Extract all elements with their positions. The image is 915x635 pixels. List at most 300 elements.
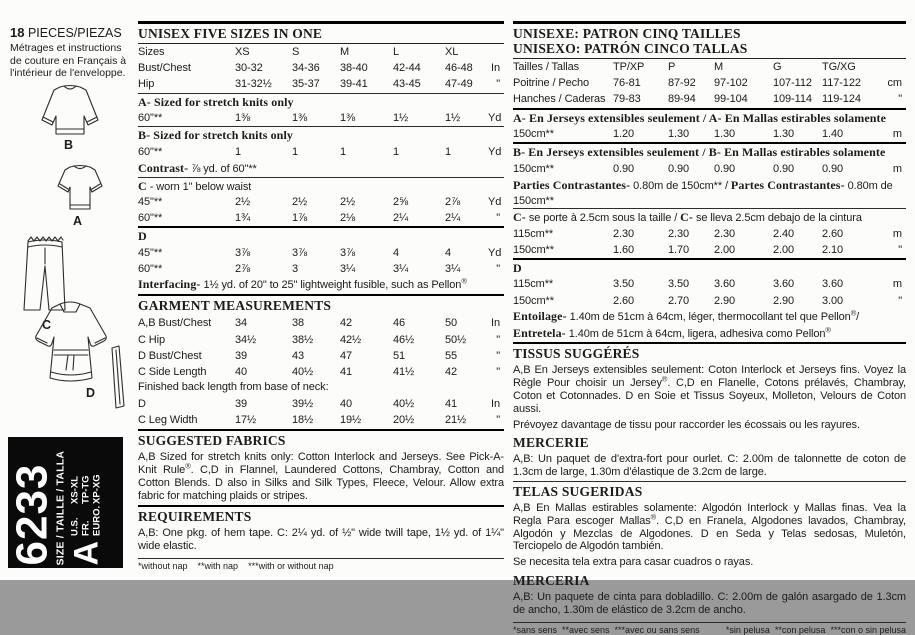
row-unit: In <box>491 398 500 411</box>
english-yardage-column <box>138 21 504 571</box>
row-value: 50½ <box>445 333 467 346</box>
paragraph <box>138 526 504 555</box>
text-segment: 0.80m de 150cm** <box>513 180 893 207</box>
row-value: 2½ <box>340 196 356 209</box>
row-label: 150cm** <box>513 243 554 256</box>
row-value: 0.90 <box>613 162 635 175</box>
footnote-row <box>138 558 504 571</box>
row-value: 41 <box>445 398 458 411</box>
row-value: 2⅛ <box>340 212 356 225</box>
paragraph <box>138 380 504 396</box>
table-row <box>138 332 504 348</box>
registered-mark: ® <box>850 308 857 318</box>
text-segment: A- Sized for stretch knits only <box>138 94 294 109</box>
table-row <box>138 60 504 76</box>
table-row <box>513 75 906 91</box>
size-code-region: FR. <box>80 520 91 536</box>
row-value: 2.00 <box>714 243 736 256</box>
row-value: 0.90 <box>822 162 844 175</box>
row-value: 2.40 <box>773 227 795 240</box>
row-value: 38½ <box>292 333 314 346</box>
pattern-number-block-inner <box>7 440 120 565</box>
row-value: 41 <box>340 365 353 378</box>
price-code-row <box>66 440 105 565</box>
text-segment: D <box>513 260 522 275</box>
row-value: 3⅞ <box>235 246 251 259</box>
table-row <box>513 91 906 107</box>
row-label: 150cm** <box>513 128 554 141</box>
row-value: 1⅞ <box>292 212 308 225</box>
row-value: 89-94 <box>668 93 696 106</box>
size-caption: SIZE / TAILLE / TALLA <box>54 450 66 565</box>
section-heading <box>138 226 504 245</box>
row-value: 1⅜ <box>340 112 356 125</box>
row-unit: " <box>496 414 500 427</box>
text-segment: Se necesita tela extra para casar cuadros o rayas. <box>513 556 754 569</box>
row-value: 39-41 <box>340 78 368 91</box>
text-segment: C- <box>680 210 693 225</box>
row-value: 3 <box>292 263 299 276</box>
section-title-line: MERCERIE <box>513 435 589 451</box>
footnote-text: *without nap **with nap ***with or without nap <box>138 560 334 571</box>
row-value: 2⅞ <box>445 196 461 209</box>
text-segment: 1½ yd. of 20" to 25" lightweight fusible, such as Pellon <box>200 279 462 292</box>
section-heading <box>513 258 906 277</box>
table-row <box>138 110 504 126</box>
row-unit <box>874 59 906 75</box>
row-value: 3¼ <box>340 263 356 276</box>
row-value: 39 <box>235 349 248 362</box>
row-value: 40 <box>340 398 353 411</box>
paragraph <box>513 309 906 326</box>
row-value: 4 <box>445 246 452 259</box>
row-value: 1 <box>340 145 347 158</box>
row-unit <box>488 44 504 60</box>
row-value: 46½ <box>393 333 415 346</box>
row-value: 2.30 <box>714 227 736 240</box>
row-value: 34-36 <box>292 62 320 75</box>
table-row <box>138 315 504 331</box>
text-segment: . C,D en Franela, Algodones lavados, Chambray, Algodón y Mezclas de Algodones. D en Seda y Telas sedosas, Muletón, Terciopelo de Algodón también. <box>513 514 906 553</box>
row-label: 45"** <box>138 246 163 259</box>
row-label: Bust/Chest <box>138 62 191 75</box>
text-segment: C <box>138 178 147 193</box>
row-value: 20½ <box>393 414 415 427</box>
row-value: 40 <box>235 365 248 378</box>
section-heading <box>513 208 906 226</box>
row-value: 3⅞ <box>292 246 308 259</box>
row-value: 1 <box>292 145 299 158</box>
row-value: 46 <box>393 317 406 330</box>
row-unit: " <box>898 93 902 106</box>
row-value: 1.30 <box>714 128 736 141</box>
garment-label: D <box>86 386 96 400</box>
row-value: 109-114 <box>773 93 812 106</box>
paragraph <box>513 363 906 417</box>
text-segment: se porte à 2.5cm sous la taille / <box>525 212 681 225</box>
row-unit: " <box>496 212 500 225</box>
french-note: Métrages et instructions de couture en Français à l'intérieur de l'enveloppe. <box>10 42 127 79</box>
row-label: Hanches / Caderas <box>513 93 606 106</box>
row-label: A,B Bust/Chest <box>138 317 212 330</box>
row-value: 43-45 <box>393 78 421 91</box>
row-value: 1.30 <box>773 128 795 141</box>
size-code-region: EURO. <box>91 505 102 536</box>
garment-label: B <box>64 138 74 152</box>
row-value: 3.60 <box>773 278 795 291</box>
registered-mark: ® <box>650 512 657 522</box>
row-value: 76-81 <box>613 77 641 90</box>
row-value: 40½ <box>292 365 314 378</box>
text-segment: Finished back length from base of neck: <box>138 381 329 394</box>
french-spanish-yardage-column <box>513 21 906 635</box>
row-unit: Yd <box>488 145 502 158</box>
row-label: Sizes <box>138 46 165 58</box>
row-value: XS <box>235 46 250 58</box>
row-value: 2½ <box>292 196 308 209</box>
section-title <box>513 481 906 501</box>
row-unit: Yd <box>488 196 502 209</box>
row-value: 31-32½ <box>235 78 272 91</box>
row-value: 2.10 <box>822 243 844 256</box>
table-row <box>513 226 906 242</box>
pattern-number: 6233 <box>7 463 56 565</box>
row-value: 42 <box>340 317 353 330</box>
short-sleeve-top-drawing <box>54 164 106 214</box>
row-value: 2.90 <box>773 294 795 307</box>
row-label: Hip <box>138 78 155 91</box>
section-title <box>513 433 906 452</box>
text-segment: Interfacing- <box>138 277 201 292</box>
section-title-line: GARMENT MEASUREMENTS <box>138 298 332 314</box>
row-value: 1½ <box>393 112 409 125</box>
row-value: 2.30 <box>613 227 635 240</box>
row-value: 42½ <box>340 333 362 346</box>
pieces-heading <box>10 25 136 40</box>
table-row <box>513 242 906 258</box>
row-value: 1 <box>393 145 400 158</box>
section-heading <box>138 126 504 144</box>
table-row <box>138 210 504 226</box>
size-code-range: XS-XL <box>69 475 80 504</box>
row-value: 42-44 <box>393 62 421 75</box>
row-value: 34½ <box>235 333 257 346</box>
table-row <box>513 293 906 309</box>
row-unit: Yd <box>488 112 502 125</box>
row-value: 21½ <box>445 414 467 427</box>
text-segment: 0.80m de 150cm** / <box>630 180 731 193</box>
row-label: 60"** <box>138 212 163 225</box>
footnote-text: *sin pelusa **con pelusa ***con o sin pelusa <box>725 624 906 635</box>
section-heading <box>513 142 906 161</box>
row-value: 1.40 <box>822 128 844 141</box>
footnote-text: *sans sens **avec sens ***avec ou sans sens <box>513 624 700 635</box>
table-row <box>138 396 504 412</box>
row-value: 1 <box>235 145 242 158</box>
text-segment: ⅞ yd. of 60"** <box>188 163 257 176</box>
row-value: 2⅞ <box>235 263 251 276</box>
row-value: 3.00 <box>822 294 844 307</box>
row-unit: Yd <box>488 246 502 259</box>
section-title-line: UNISEXO: PATRÓN CINCO TALLAS <box>513 41 748 56</box>
row-value: 107-112 <box>773 77 812 90</box>
text-segment: Partes Contrastantes- <box>730 178 845 193</box>
row-unit: " <box>898 294 902 307</box>
row-label: C Side Length <box>138 365 207 378</box>
row-value: 39 <box>235 398 248 411</box>
row-value: 47-49 <box>445 78 473 91</box>
registered-mark: ® <box>461 276 467 286</box>
size-code-range: TP-TG <box>80 474 91 504</box>
row-label: C Hip <box>138 333 166 346</box>
row-unit: " <box>496 349 500 362</box>
row-value: 2⅝ <box>393 196 409 209</box>
row-unit: In <box>491 62 500 75</box>
paragraph <box>513 418 906 434</box>
text-segment: D <box>138 229 147 244</box>
row-value: 39½ <box>292 398 314 411</box>
row-label: C Leg Width <box>138 414 198 427</box>
table-row <box>138 261 504 277</box>
paragraph <box>513 326 906 343</box>
section-title <box>513 21 906 59</box>
row-value: 17½ <box>235 414 257 427</box>
row-label: 60"** <box>138 145 163 158</box>
row-value: 1⅜ <box>292 112 308 125</box>
row-value: S <box>292 46 300 58</box>
row-label: 115cm** <box>513 278 554 291</box>
row-value: 38-40 <box>340 62 368 75</box>
row-label: 115cm** <box>513 227 554 240</box>
garment-label: C <box>42 318 52 332</box>
row-value: 1½ <box>445 112 461 125</box>
section-heading <box>513 177 906 208</box>
size-code-region: U.S. <box>69 516 80 536</box>
row-value: 2.60 <box>822 227 844 240</box>
table-row <box>138 144 504 160</box>
row-value: 3.50 <box>613 278 635 291</box>
row-value: L <box>393 46 400 58</box>
section-title-line: TELAS SUGERIDAS <box>513 484 643 499</box>
section-heading <box>513 108 906 127</box>
row-value: 1.20 <box>613 128 635 141</box>
row-value: 2.00 <box>773 243 795 256</box>
row-value: 2.70 <box>668 294 690 307</box>
text-segment: se lleva 2.5cm debajo de la cintura <box>693 212 862 225</box>
row-value: 41½ <box>393 365 415 378</box>
paragraph <box>138 450 504 505</box>
row-value: 1¾ <box>235 212 251 225</box>
table-row <box>138 245 504 261</box>
text-segment: A- En Jerseys extensibles seulement / A- En Mallas estirables solamente <box>513 110 887 125</box>
row-value: 51 <box>393 349 406 362</box>
row-label: D <box>138 398 146 411</box>
table-row <box>513 126 906 142</box>
row-value: 0.90 <box>668 162 690 175</box>
section-title-line: UNISEXE: PATRON CINQ TAILLES <box>513 26 741 41</box>
row-label: 150cm** <box>513 162 554 175</box>
section-title <box>513 342 906 363</box>
row-value: 0.90 <box>714 162 736 175</box>
paragraph <box>513 590 906 619</box>
row-value: M <box>714 61 724 73</box>
row-unit: m <box>892 278 902 291</box>
row-value: 30-32 <box>235 62 263 75</box>
text-segment: A,B En Mallas estirables solamente: Algodón Interlock y Mallas finas. Vea la Regla Para escoger Mallas <box>513 502 906 527</box>
row-value: 97-102 <box>714 77 748 90</box>
text-segment: 1.40m de 51cm à 64cm, ligera, adhesiva como Pellon <box>565 327 826 340</box>
section-title <box>138 21 504 44</box>
section-title-line: SUGGESTED FABRICS <box>138 432 286 448</box>
row-label: 45"** <box>138 196 163 209</box>
row-value: 4 <box>393 246 400 259</box>
row-value: 1⅜ <box>235 112 251 125</box>
row-label: Poitrine / Pecho <box>513 77 590 90</box>
row-value: 1.30 <box>668 128 690 141</box>
text-segment: - worn 1" below waist <box>146 180 252 193</box>
row-label: Tailles / Tallas <box>513 61 580 73</box>
row-unit: " <box>496 365 500 378</box>
pattern-number-block <box>8 437 123 568</box>
row-unit: " <box>496 263 500 276</box>
registered-mark: ® <box>661 374 668 384</box>
row-value: 40½ <box>393 398 415 411</box>
row-value: 46-48 <box>445 62 473 75</box>
paragraph <box>138 277 504 294</box>
text-segment: 1.40m de 51cm à 64cm, léger, thermocollant tel que Pellon <box>566 310 851 323</box>
long-sleeve-top-drawing <box>38 84 102 138</box>
row-unit: " <box>898 243 902 256</box>
size-code-line <box>69 474 80 536</box>
row-value: 50 <box>445 317 458 330</box>
row-label: 60"** <box>138 112 163 125</box>
row-value: 79-83 <box>613 93 641 106</box>
text-segment: B- En Jerseys extensibles seulement / B- En Mallas estirables solamente <box>513 145 886 160</box>
row-value: 43 <box>292 349 305 362</box>
row-value: 0.90 <box>773 162 795 175</box>
row-value: 55 <box>445 349 458 362</box>
row-value: 99-104 <box>714 93 748 106</box>
row-value: 1.70 <box>668 243 690 256</box>
row-value: 1.60 <box>613 243 635 256</box>
text-segment: . C,D in Flannel, Laundered Cottons, Chambray, Cotton and Cotton Blends. D also in Silks and Silk Types, Fleece, Velour. Allow extra fabric for matching plaids or stripes. <box>138 463 504 502</box>
row-value: P <box>668 61 676 73</box>
footnote-row <box>513 622 906 635</box>
table-row <box>513 161 906 177</box>
table-row <box>138 76 504 92</box>
row-unit: m <box>892 128 902 141</box>
row-value: XL <box>445 46 459 58</box>
row-value: G <box>773 61 782 73</box>
section-heading <box>138 93 504 111</box>
text-segment: Parties Contrastantes- <box>513 178 631 193</box>
section-title <box>513 571 906 590</box>
row-value: 47 <box>340 349 353 362</box>
row-value: 3⅞ <box>340 246 356 259</box>
row-value: 3.50 <box>668 278 690 291</box>
row-label: D Bust/Chest <box>138 349 202 362</box>
text-segment: Entretela- <box>513 325 566 340</box>
row-value: 34 <box>235 317 248 330</box>
row-value: 35-37 <box>292 78 320 91</box>
registered-mark: ® <box>825 324 831 334</box>
table-row <box>138 412 504 428</box>
price-code-letter: A <box>66 540 105 565</box>
row-value: 3¼ <box>393 263 409 276</box>
table-row <box>513 276 906 292</box>
row-value: TP/XP <box>613 61 645 73</box>
size-code-range: XP-XG <box>91 473 102 504</box>
row-value: 2½ <box>235 196 251 209</box>
table-row <box>138 194 504 210</box>
section-title-line: MERCERIA <box>513 572 590 588</box>
section-heading <box>138 177 504 195</box>
registered-mark: ® <box>185 460 191 470</box>
garment-label: A <box>73 214 83 228</box>
row-value: 119-124 <box>822 93 861 106</box>
table-row <box>138 44 504 60</box>
text-segment: . C,D en Flanelle, Cotons prélavés, Chambray, Coton et Cotonnades. D en Soie et Tissus Soyeux, Molleton, Velours de Coton aussi. <box>513 377 906 415</box>
row-label: 60"** <box>138 263 163 276</box>
pieces-label: PIECES/PIEZAS <box>27 26 122 40</box>
text-segment: / <box>856 310 860 323</box>
text-segment: A,B: Un paquete de cinta para dobladillo. C: 2.00m de galón asargado de 1.3cm de ancho, 1.30m de elástico de 3.2cm de ancho. <box>513 590 906 616</box>
row-value: 2¼ <box>445 212 461 225</box>
pieces-count: 18 <box>10 25 25 40</box>
row-unit: m <box>892 227 902 240</box>
row-value: 3.60 <box>714 278 736 291</box>
row-value: 1 <box>445 145 452 158</box>
row-value: 2¼ <box>393 212 409 225</box>
garment-sketch-b <box>38 84 104 154</box>
row-value: M <box>340 46 350 58</box>
row-value: TG/XG <box>822 61 856 73</box>
text-segment: A,B: One pkg. of hem tape. C: 2¼ yd. of ½" wide twill tape, 1½ yd. of 1¼" wide elastic. <box>138 526 504 552</box>
section-title-line: REQUIREMENTS <box>138 508 252 524</box>
row-unit: In <box>491 317 500 330</box>
size-code-lines <box>69 474 102 536</box>
section-heading <box>138 160 504 177</box>
paragraph <box>513 555 906 571</box>
text-segment: Prévoyez davantage de tissu pour raccorder les écossais ou les rayures. <box>513 418 860 431</box>
text-segment: A,B En Jerseys extensibles seulement: Coton Interlock et Jerseys fins. Voyez la Règle Pour choisir un Jersey <box>513 364 906 390</box>
table-row <box>138 348 504 364</box>
row-value: 2.60 <box>613 294 635 307</box>
paragraph <box>513 501 906 555</box>
row-unit: " <box>496 78 500 91</box>
row-value: 42 <box>445 365 458 378</box>
row-value: 2.30 <box>668 227 690 240</box>
paragraph <box>513 452 906 481</box>
robe-drawing <box>26 298 132 414</box>
garment-sketch-d <box>26 298 132 414</box>
text-segment: Contrast- <box>138 161 189 176</box>
section-title <box>138 505 504 526</box>
text-segment: B- Sized for stretch knits only <box>138 128 293 143</box>
row-value: 38 <box>292 317 305 330</box>
row-unit: " <box>496 333 500 346</box>
section-title <box>138 429 504 450</box>
section-title-line: TISSUS SUGGÉRÉS <box>513 346 640 362</box>
row-value: 18½ <box>292 414 314 427</box>
table-row <box>138 364 504 380</box>
row-value: 19½ <box>340 414 362 427</box>
row-label: 150cm** <box>513 294 554 307</box>
row-unit: m <box>892 162 902 175</box>
row-value: 87-92 <box>668 77 696 90</box>
row-value: 3¼ <box>445 263 461 276</box>
text-segment: A,B Sized for stretch knits only: Cotton Interlock and Jerseys. See Pick-A-Knit Rule <box>138 450 504 476</box>
